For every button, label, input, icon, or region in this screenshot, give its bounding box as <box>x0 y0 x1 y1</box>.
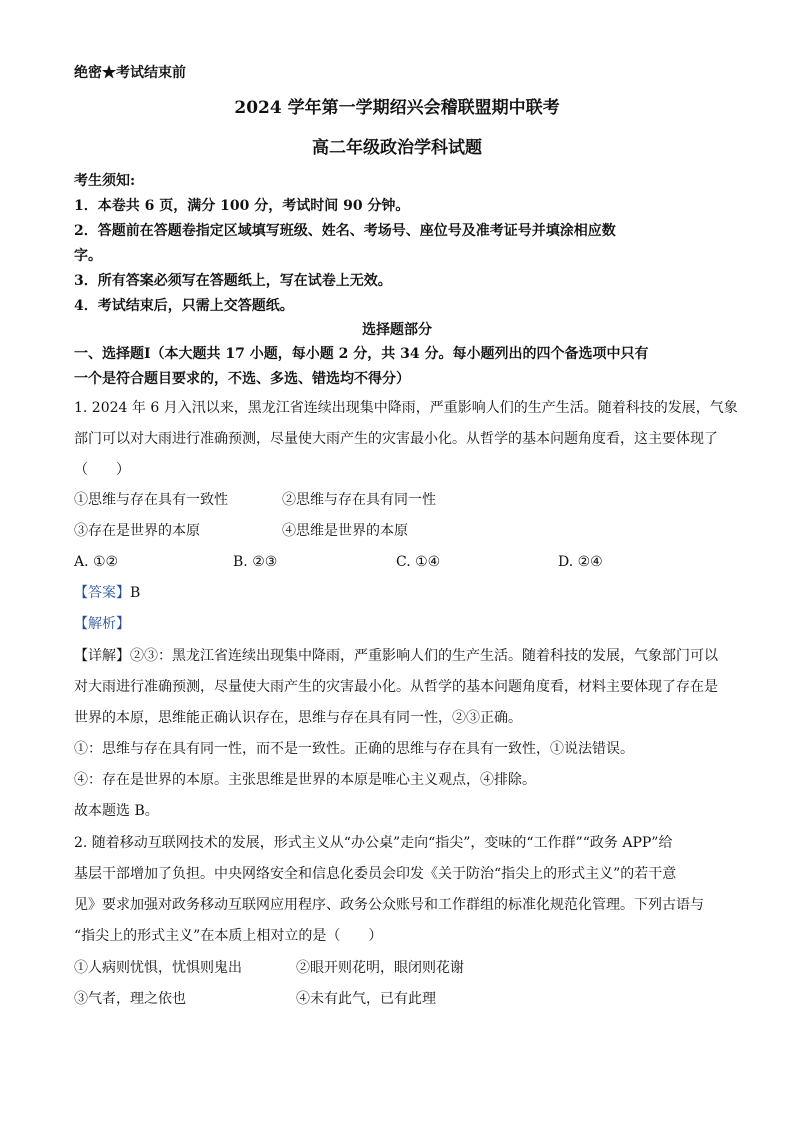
q2-stem: 基层干部增加了负担。中央网络安全和信息化委员会印发《关于防治“指尖上的形式主义”的若干意 <box>74 866 677 882</box>
answer-value: B <box>130 585 141 601</box>
notice-item: 字。 <box>74 248 102 264</box>
q1-stem: （ ） <box>74 462 130 478</box>
detail-tag: 【详解】 <box>74 648 130 664</box>
exam-subtitle: 高二年级政治学科试题 <box>312 138 482 158</box>
q1-answer-line <box>74 583 140 603</box>
q1-detail-line: 对大雨进行准确预测，尽量使大雨产生的灾害最小化。从哲学的基本问题角度看，材料主要体现了存在是 <box>74 679 718 695</box>
q1-statement-3: ③存在是世界的本原 <box>74 523 200 539</box>
q1-stem: 部门可以对大雨进行准确预测，尽量使大雨产生的灾害最小化。从哲学的基本问题角度看，这主要体现了 <box>74 431 718 447</box>
notice-item: 4．考试结束后，只需上交答题纸。 <box>74 298 294 314</box>
q2-statement-2: ②眼开则花明，眼闭则花谢 <box>296 960 464 976</box>
q1-conclusion: 故本题选 B。 <box>74 803 159 819</box>
q1-detail-line: ①：思维与存在具有同一性，而不是一致性。正确的思维与存在具有一致性，①说法错误。 <box>74 741 634 757</box>
q1-statement-4: ④思维是世界的本原 <box>282 523 408 539</box>
q2-stem: 见》要求加强对政务移动互联网应用程序、政务公众账号和工作群组的标准化规范化管理。下列古语与 <box>74 897 704 913</box>
secret-label: 绝密★考试结束前 <box>74 65 186 81</box>
section-intro: 一、选择题Ⅰ（本大题共 17 小题，每小题 2 分，共 34 分。每小题列出的四个备选项中只有 <box>74 346 649 362</box>
q1-option-d: D. ②④ <box>558 554 603 570</box>
q2-stem: “指尖上的形式主义”在本质上相对立的是（ ） <box>74 928 383 944</box>
section-title: 选择题部分 <box>362 322 432 338</box>
q1-detail-line: 世界的本原，思维能正确认识存在，思维与存在具有同一性，②③正确。 <box>74 710 522 726</box>
q1-option-a: A. ①② <box>74 554 119 570</box>
analysis-tag: 【解析】 <box>74 616 130 632</box>
q1-statement-2: ②思维与存在具有同一性 <box>282 492 436 508</box>
notice-item: 2．答题前在答题卷指定区域填写班级、姓名、考场号、座位号及准考证号并填涂相应数 <box>74 223 616 239</box>
notice-item: 3．所有答案必须写在答题纸上，写在试卷上无效。 <box>74 273 392 289</box>
q1-detail-line <box>74 646 718 666</box>
exam-title: 2024 学年第一学期绍兴会稽联盟期中联考 <box>234 98 560 118</box>
q2-statement-4: ④未有此气，已有此理 <box>296 991 436 1007</box>
notice-heading: 考生须知: <box>74 173 136 189</box>
detail-text: ②③：黑龙江省连续出现集中降雨，严重影响人们的生产生活。随着科技的发展，气象部门可以 <box>130 648 718 664</box>
q1-stem: 1. 2024 年 6 月入汛以来，黑龙江省连续出现集中降雨，严重影响人们的生产生活。随着科技的发展，气象 <box>74 400 738 416</box>
q2-statement-1: ①人病则忧惧，忧惧则鬼出 <box>74 960 242 976</box>
q2-stem: 2. 随着移动互联网技术的发展，形式主义从“办公桌”走向“指尖”，变味的“工作群”“政务 APP”给 <box>74 835 673 851</box>
q1-option-c: C. ①④ <box>396 554 441 570</box>
q1-statement-1: ①思维与存在具有一致性 <box>74 492 228 508</box>
q2-statement-3: ③气者，理之依也 <box>74 991 186 1007</box>
q1-detail-line: ④：存在是世界的本原。主张思维是世界的本原是唯心主义观点，④排除。 <box>74 772 536 788</box>
answer-tag: 【答案】 <box>74 585 130 601</box>
notice-item: 1．本卷共 6 页，满分 100 分，考试时间 90 分钟。 <box>74 198 410 214</box>
q1-option-b: B. ②③ <box>233 554 278 570</box>
section-intro: 一个是符合题目要求的，不选、多选、错选均不得分） <box>74 371 410 387</box>
